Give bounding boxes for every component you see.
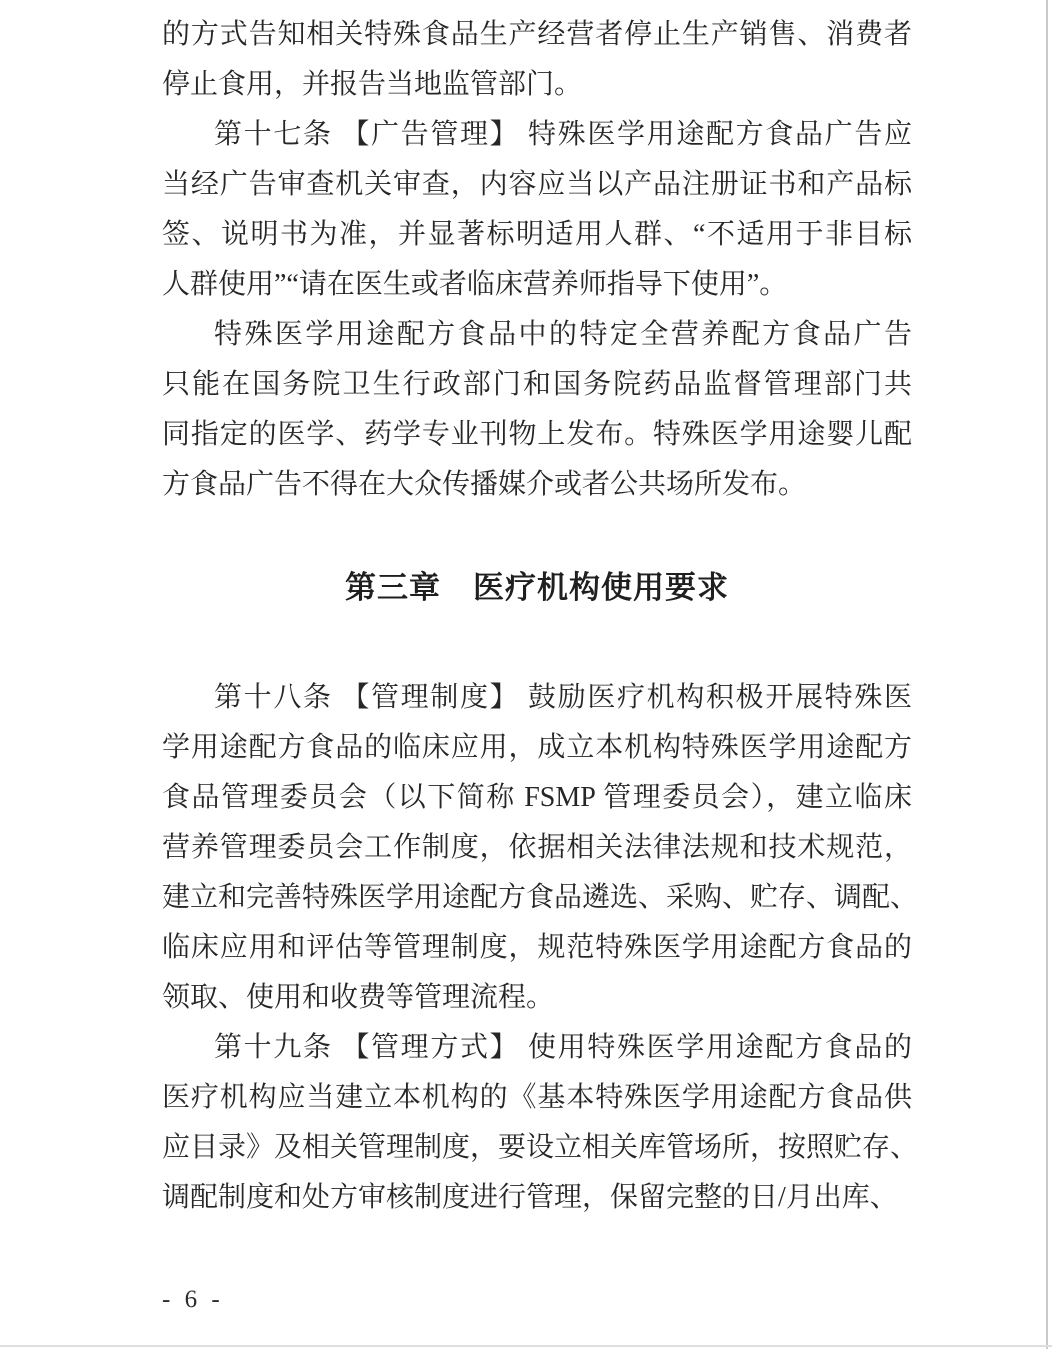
text-line: 的方式告知相关特殊食品生产经营者停止生产销售、消费者 xyxy=(162,19,912,50)
text-line: 第十八条 【管理制度】 鼓励医疗机构积极开展特殊医 xyxy=(214,682,912,713)
text-line: 建立和完善特殊医学用途配方食品遴选、采购、贮存、调配、 xyxy=(162,882,919,913)
paragraph-continuation xyxy=(162,10,912,110)
page-number: - 6 - xyxy=(162,1286,224,1313)
scan-edge-right xyxy=(1046,0,1048,1349)
text-line: 第十九条 【管理方式】 使用特殊医学用途配方食品的 xyxy=(214,1032,912,1063)
paragraph-advertising-publication xyxy=(162,310,912,510)
text-line: 学用途配方食品的临床应用，成立本机构特殊医学用途配方 xyxy=(162,732,912,763)
chapter-heading: 第三章 医疗机构使用要求 xyxy=(345,570,729,605)
text-line: 人群使用”“请在医生或者临床营养师指导下使用”。 xyxy=(162,269,788,300)
text-line: 营养管理委员会工作制度，依据相关法律法规和技术规范， xyxy=(162,832,912,863)
scan-edge-bottom xyxy=(0,1345,1052,1347)
text-line: 只能在国务院卫生行政部门和国务院药品监督管理部门共 xyxy=(162,369,912,400)
text-line: 医疗机构应当建立本机构的《基本特殊医学用途配方食品供 xyxy=(162,1082,912,1113)
text-line: 当经广告审查机关审查，内容应当以产品注册证书和产品标 xyxy=(162,169,912,200)
text-line: 第十七条 【广告管理】 特殊医学用途配方食品广告应 xyxy=(214,119,912,150)
paragraph-article-18 xyxy=(162,673,919,1023)
paragraph-article-19 xyxy=(162,1023,919,1223)
text-line: 调配制度和处方审核制度进行管理，保留完整的日/月出库、 xyxy=(162,1182,898,1213)
text-line: 临床应用和评估等管理制度，规范特殊医学用途配方食品的 xyxy=(162,932,912,963)
text-line: 食品管理委员会（以下简称 FSMP 管理委员会），建立临床 xyxy=(162,782,912,813)
text-line: 停止食用，并报告当地监管部门。 xyxy=(162,69,583,100)
text-line: 同指定的医学、药学专业刊物上发布。特殊医学用途婴儿配 xyxy=(162,419,912,450)
text-line: 特殊医学用途配方食品中的特定全营养配方食品广告 xyxy=(214,319,912,350)
text-line: 方食品广告不得在大众传播媒介或者公共场所发布。 xyxy=(162,469,807,500)
text-line: 领取、使用和收费等管理流程。 xyxy=(162,982,555,1013)
paragraph-article-17 xyxy=(162,110,912,310)
text-line: 签、说明书为准，并显著标明适用人群、“不适用于非目标 xyxy=(162,219,912,250)
text-line: 应目录》及相关管理制度，要设立相关库管场所，按照贮存、 xyxy=(162,1132,919,1163)
document-body xyxy=(162,10,919,1313)
